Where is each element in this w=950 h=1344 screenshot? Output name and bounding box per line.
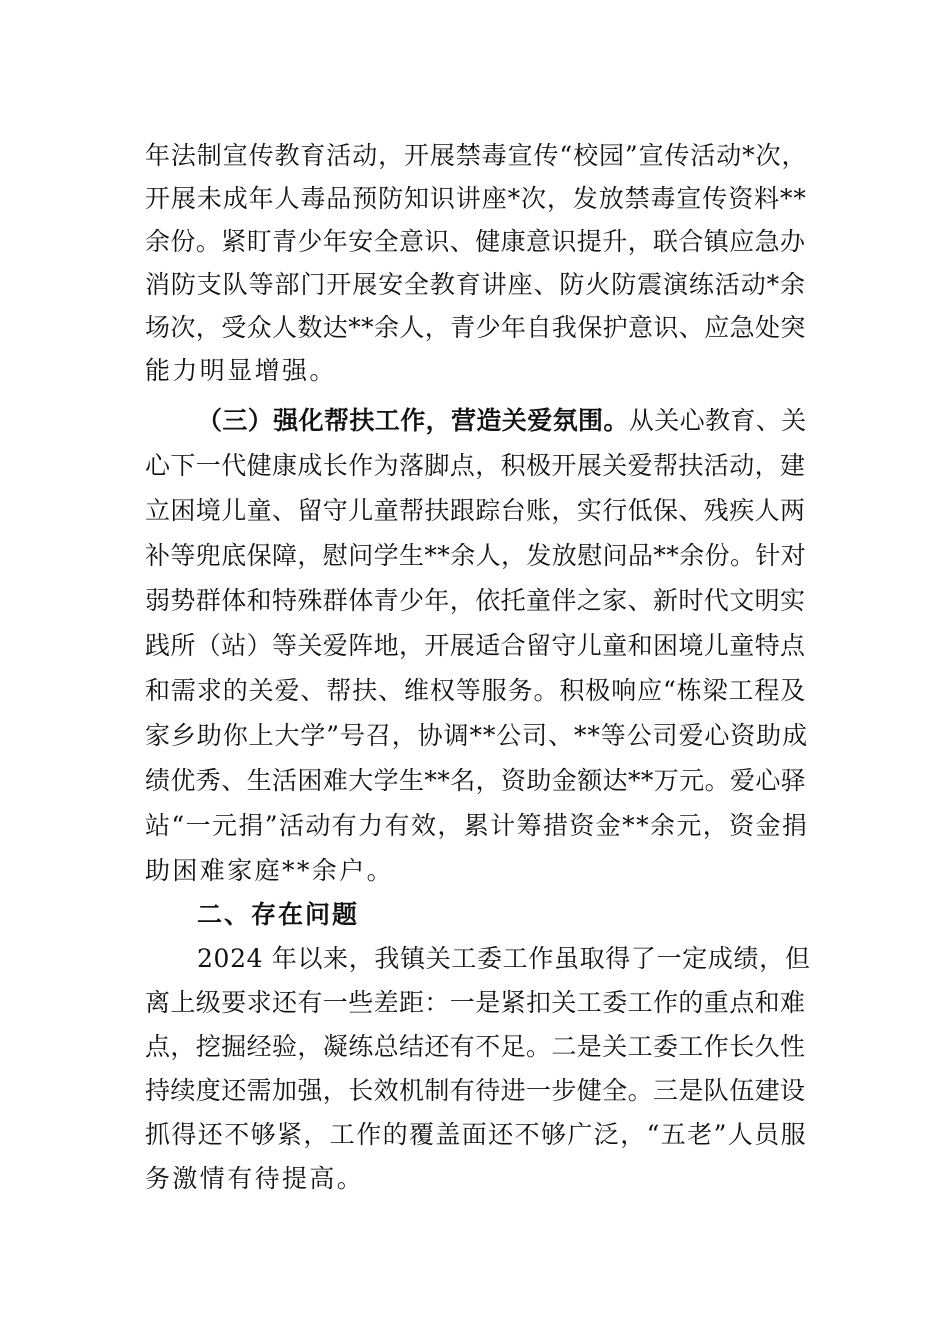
- paragraph-line: 年法制宣传教育活动，开展禁毒宣传“校园”宣传活动*次，: [145, 141, 808, 170]
- section-heading: 二、存在问题: [197, 900, 360, 929]
- paragraph-line: 持续度还需加强，长效机制有待进一步健全。三是队伍建设: [145, 1076, 806, 1105]
- paragraph-line: 离上级要求还有一些差距：一是紧扣关工委工作的重点和难: [145, 988, 806, 1017]
- paragraph-line: 家乡助你上大学”号召，协调**公司、**等公司爱心资助成: [145, 721, 808, 750]
- paragraph-first-line: 2024 年以来，我镇关工委工作虽取得了一定成绩，但: [197, 944, 811, 973]
- paragraph-line: 助困难家庭**余户。: [145, 856, 395, 885]
- section-3-first-line: [197, 401, 807, 441]
- paragraph-line: 点，挖掘经验，凝练总结还有不足。二是关工委工作长久性: [145, 1032, 806, 1061]
- paragraph-line: 站“一元捐”活动有力有效，累计筹措资金**余元，资金捐: [145, 811, 809, 840]
- paragraph-line: 务激情有待提高。: [145, 1164, 365, 1193]
- paragraph-line: 绩优秀、生活困难大学生**名，资助金额达**万元。爱心驿: [145, 766, 807, 795]
- paragraph-line: 弱势群体和特殊群体青少年，依托童伴之家、新时代文明实: [145, 586, 806, 615]
- paragraph-line: 抓得还不够紧，工作的覆盖面还不够广泛，“五老”人员服: [145, 1120, 807, 1149]
- section-3-heading: （三）强化帮扶工作，营造关爱氛围。: [197, 406, 629, 435]
- paragraph-line: 场次，受众人数达**余人，青少年自我保护意识、应急处突: [145, 313, 806, 342]
- paragraph-line: 补等兜底保障，慰问学生**余人，发放慰问品**余份。针对: [145, 541, 807, 570]
- paragraph-line: 开展未成年人毒品预防知识讲座*次，发放禁毒宣传资料**: [145, 184, 807, 213]
- section-3-first-line-rest: 从关心教育、关: [628, 406, 807, 435]
- paragraph-line: 能力明显增强。: [145, 356, 337, 385]
- paragraph-line: 和需求的关爱、帮扶、维权等服务。积极响应“栋梁工程及: [145, 676, 807, 705]
- paragraph-line: 消防支队等部门开展安全教育讲座、防火防震演练活动*余: [145, 270, 806, 299]
- paragraph-line: 践所（站）等关爱阵地，开展适合留守儿童和困境儿童特点: [145, 631, 806, 660]
- paragraph-line: 立困境儿童、留守儿童帮扶跟踪台账，实行低保、残疾人两: [145, 496, 806, 525]
- paragraph-line: 心下一代健康成长作为落脚点，积极开展关爱帮扶活动，建: [145, 451, 806, 480]
- paragraph-line: 余份。紧盯青少年安全意识、健康意识提升，联合镇应急办: [145, 227, 806, 256]
